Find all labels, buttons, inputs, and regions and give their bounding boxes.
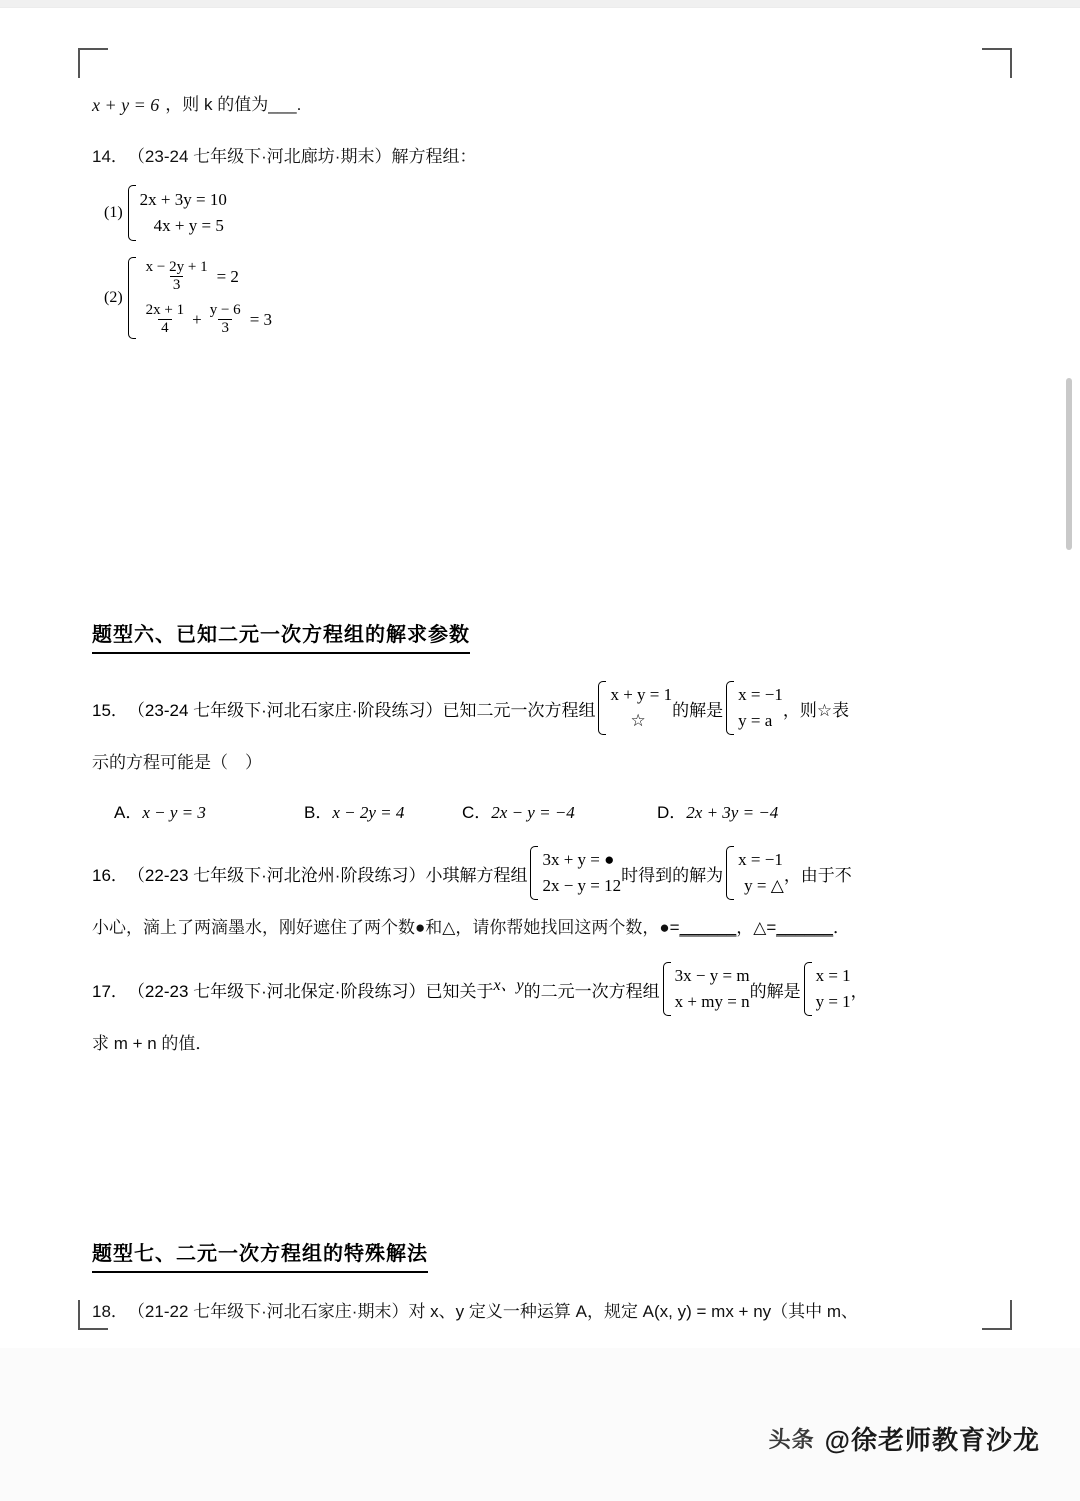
part1-row-1: 2x + 3y = 10 bbox=[139, 190, 227, 209]
choice-d-label: D． bbox=[657, 803, 687, 822]
part2-row-1 bbox=[140, 259, 272, 294]
question-15-text-mid: 的解是 bbox=[672, 701, 724, 720]
part2-row-2 bbox=[140, 302, 272, 337]
page-top-band bbox=[0, 0, 1080, 8]
q16-solution-row-2: y = △ bbox=[744, 876, 784, 895]
part1-label: (1) bbox=[104, 204, 123, 221]
section-6-heading: 题型六、已知二元一次方程组的解求参数 bbox=[92, 618, 470, 654]
choice-a-label: A． bbox=[114, 803, 143, 822]
document-content bbox=[92, 60, 972, 1327]
choice-a-expr: x − y = 3 bbox=[142, 803, 206, 822]
question-15-number: 15． bbox=[92, 701, 128, 720]
part1-row-2: 4x + y = 5 bbox=[153, 216, 224, 235]
q16-line2-part-c: ． bbox=[833, 918, 851, 937]
section-7 bbox=[92, 1237, 972, 1273]
q16-system-row-1: 3x + y = ● bbox=[542, 850, 615, 869]
question-15-source: （23-24 七年级下·河北石家庄·阶段练习） bbox=[127, 701, 443, 720]
q17-solution-row-1: x = 1 bbox=[815, 966, 851, 985]
part2-frac2-denominator: 4 bbox=[158, 319, 172, 337]
question-17-line-1 bbox=[92, 961, 972, 1017]
question-15-text-before: 已知二元一次方程组 bbox=[442, 701, 596, 720]
q15-system-row-2: ☆ bbox=[630, 711, 646, 730]
part2-plus-sign: + bbox=[192, 309, 202, 329]
brace-icon bbox=[125, 256, 136, 340]
choice-b[interactable] bbox=[304, 798, 462, 823]
section-7-heading: 题型七、二元一次方程组的特殊解法 bbox=[92, 1237, 428, 1273]
part2-frac3-denominator: 3 bbox=[218, 319, 232, 337]
question-16-line-2 bbox=[92, 913, 972, 943]
q16-blank-1[interactable]: ______ bbox=[679, 918, 737, 937]
part2-frac1-numerator: x − 2y + 1 bbox=[145, 259, 208, 275]
question-16-number: 16． bbox=[92, 866, 128, 885]
part2-label: (2) bbox=[104, 289, 123, 306]
question-15-text-after: ，则☆表 bbox=[782, 701, 850, 720]
choice-b-label: B． bbox=[304, 803, 333, 822]
question-18-number: 18． bbox=[92, 1302, 128, 1321]
crop-mark-bottom-right bbox=[982, 1300, 1012, 1330]
watermark-author: @徐老师教育沙龙 bbox=[824, 1425, 1040, 1455]
question-17-number: 17． bbox=[92, 982, 128, 1001]
question-17-system bbox=[660, 961, 750, 1017]
question-16-source: （22-23 七年级下·河北沧州·阶段练习） bbox=[127, 866, 426, 885]
partial-line-top bbox=[92, 90, 972, 120]
q16-solution-row-1: x = −1 bbox=[738, 850, 783, 869]
q17-system-row-2: x + my = n bbox=[674, 992, 750, 1011]
brace-icon bbox=[723, 845, 734, 901]
question-17-source: （22-23 七年级下·河北保定·阶段练习） bbox=[127, 982, 426, 1001]
brace-icon bbox=[723, 680, 734, 736]
question-16-solution bbox=[723, 845, 784, 901]
question-14-part-2 bbox=[104, 256, 972, 340]
question-15-solution bbox=[723, 680, 783, 736]
question-14-prompt: 解方程组： bbox=[391, 147, 477, 166]
question-17-solution bbox=[801, 961, 851, 1017]
q16-system-row-2: 2x − y = 12 bbox=[542, 876, 622, 895]
section-6 bbox=[92, 618, 972, 654]
brace-icon bbox=[527, 845, 538, 901]
question-17-text-before: 已知关于 bbox=[425, 982, 494, 1001]
question-16-text-after: ，由于不 bbox=[783, 866, 852, 885]
choice-c-expr: 2x − y = −4 bbox=[491, 803, 575, 822]
q16-line2-part-a: 小心，滴上了两滴墨水，刚好遮住了两个数●和△，请你帮她找回这两个数，●= bbox=[92, 918, 680, 937]
question-17-vars: x、y bbox=[493, 977, 524, 994]
choice-d[interactable] bbox=[657, 798, 778, 823]
question-18-source: （21-22 七年级下·河北石家庄·期末） bbox=[127, 1302, 409, 1321]
watermark bbox=[769, 1420, 1040, 1457]
question-14-number: 14． bbox=[92, 147, 128, 166]
question-15-system bbox=[595, 680, 672, 736]
question-18-line-1 bbox=[92, 1297, 972, 1327]
part2-row1-rhs: = 2 bbox=[216, 266, 239, 286]
question-14-part-1 bbox=[104, 184, 972, 242]
question-15-line-2: 示的方程可能是（ ） bbox=[92, 753, 262, 772]
q15-solution-row-1: x = −1 bbox=[738, 685, 783, 704]
part1-system bbox=[125, 184, 227, 242]
part2-row2-rhs: = 3 bbox=[249, 309, 273, 329]
choice-d-expr: 2x + 3y = −4 bbox=[686, 803, 779, 822]
q15-system-row-1: x + y = 1 bbox=[610, 685, 673, 704]
question-17-text-mid-2: 的解是 bbox=[749, 982, 801, 1001]
question-15-line-1 bbox=[92, 680, 972, 736]
partial-equation: x + y = 6 bbox=[92, 95, 160, 115]
q17-solution-row-2: y = 1 bbox=[815, 992, 851, 1011]
part2-system bbox=[125, 256, 272, 340]
brace-icon bbox=[801, 961, 812, 1017]
choice-c-label: C． bbox=[462, 803, 492, 822]
question-16-text-mid: 时得到的解为 bbox=[621, 866, 724, 885]
question-17-text-mid-1: 的二元一次方程组 bbox=[523, 982, 660, 1001]
question-15-choices bbox=[114, 798, 972, 823]
part2-fraction-2 bbox=[143, 302, 187, 337]
q15-solution-row-2: y = a bbox=[738, 711, 773, 730]
watermark-platform: 头条 bbox=[768, 1427, 815, 1452]
question-16-system bbox=[527, 845, 621, 901]
crop-mark-top-right bbox=[982, 48, 1012, 78]
question-14-header bbox=[92, 142, 972, 172]
brace-icon bbox=[595, 680, 606, 736]
part2-fraction-3 bbox=[207, 302, 244, 337]
question-16-line-1 bbox=[92, 845, 972, 901]
question-16-text-before: 小琪解方程组 bbox=[425, 866, 528, 885]
q16-line2-part-b: ，△= bbox=[736, 918, 777, 937]
choice-b-expr: x − 2y = 4 bbox=[332, 803, 405, 822]
brace-icon bbox=[660, 961, 671, 1017]
vertical-scrollbar[interactable] bbox=[1066, 378, 1072, 550]
question-17-text-after: ， bbox=[850, 982, 868, 1001]
question-17-line-2: 求 m + n 的值． bbox=[92, 1034, 213, 1053]
brace-icon bbox=[125, 184, 136, 242]
partial-tail: ，则 k 的值为___. bbox=[165, 95, 302, 114]
q16-blank-2[interactable]: ______ bbox=[776, 918, 834, 937]
part2-fraction-1 bbox=[143, 259, 211, 294]
question-14-source: （23-24 七年级下·河北廊坊·期末） bbox=[127, 147, 392, 166]
q17-system-row-1: 3x − y = m bbox=[674, 966, 750, 985]
choice-c[interactable] bbox=[462, 798, 657, 823]
part2-frac3-numerator: y − 6 bbox=[209, 302, 241, 318]
part2-frac1-denominator: 3 bbox=[170, 276, 184, 294]
question-18-text: 对 x、y 定义一种运算 A，规定 A(x, y) = mx + ny（其中 m、 bbox=[408, 1302, 859, 1321]
part2-frac2-numerator: 2x + 1 bbox=[145, 302, 185, 318]
choice-a[interactable] bbox=[114, 798, 304, 823]
